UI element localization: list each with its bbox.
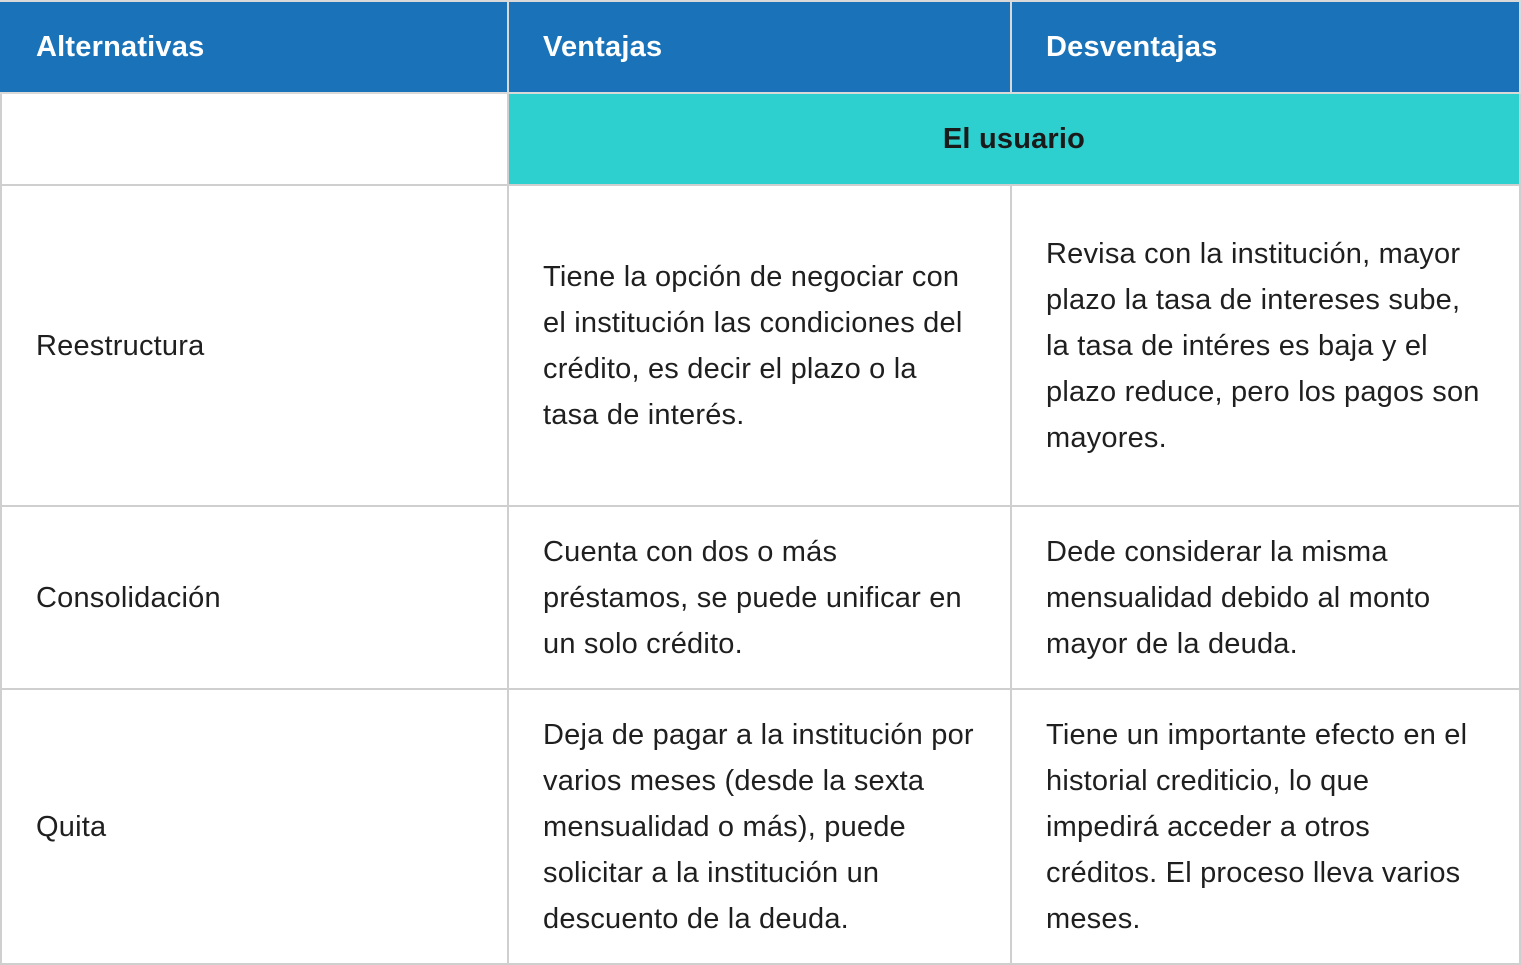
header-alternativas: Alternativas <box>1 1 508 93</box>
table-row <box>1 506 1520 689</box>
header-desventajas: Desventajas <box>1011 1 1520 93</box>
table-body <box>1 93 1520 964</box>
disadvantage-cell: Tiene un importante efecto en el historial crediticio, lo que impedirá acceder a otros créditos. El proceso lleva varios meses. <box>1011 689 1520 964</box>
advantage-cell: Tiene la opción de negociar con el institución las condiciones del crédito, es decir el plazo o la tasa de interés. <box>508 185 1011 506</box>
alternative-cell: Quita <box>1 689 508 964</box>
alternative-cell: Reestructura <box>1 185 508 506</box>
table-row <box>1 185 1520 506</box>
table-row <box>1 689 1520 964</box>
disadvantage-cell: Dede considerar la misma mensualidad debido al monto mayor de la deuda. <box>1011 506 1520 689</box>
advantage-cell: Cuenta con dos o más préstamos, se puede unificar en un solo crédito. <box>508 506 1011 689</box>
subheader-el-usuario: El usuario <box>508 93 1520 185</box>
advantage-cell: Deja de pagar a la institución por varios meses (desde la sexta mensualidad o más), puede solicitar a la institución un descuento de la deuda. <box>508 689 1011 964</box>
subheader-row <box>1 93 1520 185</box>
table-header <box>1 1 1520 93</box>
header-ventajas: Ventajas <box>508 1 1011 93</box>
disadvantage-cell: Revisa con la institución, mayor plazo la tasa de intereses sube, la tasa de intéres es baja y el plazo reduce, pero los pagos son mayores. <box>1011 185 1520 506</box>
header-row <box>1 1 1520 93</box>
subheader-empty-cell <box>1 93 508 185</box>
alternative-cell: Consolidación <box>1 506 508 689</box>
